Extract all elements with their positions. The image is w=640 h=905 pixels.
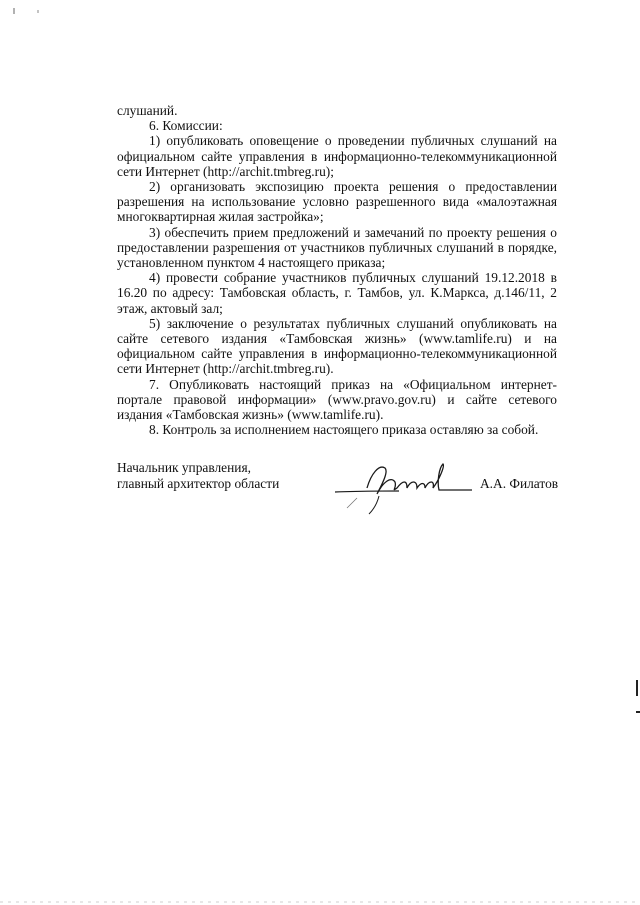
document-body bbox=[117, 103, 557, 437]
paragraph-subitem-2: 2) организовать экспозицию проекта решения о предоставлении разрешения на использование условно разрешенного вида «малоэтажная многоквартирная жилая застройка»; bbox=[117, 179, 557, 225]
signatory-name: А.А. Филатов bbox=[480, 476, 559, 491]
handwritten-signature bbox=[327, 458, 477, 518]
paragraph-continuation: слушаний. bbox=[117, 103, 178, 118]
paragraph-item-7: 7. Опубликовать настоящий приказ на «Официальном интернет-портале правовой информации» (www.pravo.gov.ru) и сайте сетевого издания «Тамбовская жизнь» (www.tamlife.ru). bbox=[117, 376, 557, 423]
paragraph-subitem-4: 4) провести собрание участников публичных слушаний 19.12.2018 в 16.20 по адресу: Тамбовская область, г. Тамбов, ул. К.Маркса, д.146/11, 2 этаж, актовый зал; bbox=[117, 270, 557, 316]
paragraph-subitem-1: 1) опубликовать оповещение о проведении публичных слушаний на официальном сайте управления в информационно-телекоммуникационной сети Интернет (http://archit.tmbreg.ru); bbox=[117, 133, 557, 179]
signatory-position bbox=[117, 460, 279, 491]
signature-block bbox=[117, 460, 567, 530]
signatory-position-line-2: главный архитектор области bbox=[117, 475, 280, 491]
paragraph-item-8: 8. Контроль за исполнением настоящего приказа оставляю за собой. bbox=[149, 422, 539, 438]
signatory-position-line-1: Начальник управления, bbox=[117, 460, 251, 475]
paragraph-subitem-5: 5) заключение о результатах публичных слушаний опубликовать на сайте сетевого издания «Тамбовская жизнь» (www.tamlife.ru) и на официальном сайте управления в информационно-телекоммуникационной сети Интернет (http://archit.tmbreg.ru). bbox=[117, 315, 557, 377]
paragraph-subitem-3: 3) обеспечить прием предложений и замечаний по проекту решения о предоставлении разрешения от участников публичных слушаний в порядке, установленном пунктом 4 настоящего приказа; bbox=[117, 224, 557, 271]
paragraph-item-6: 6. Комиссии: bbox=[149, 118, 223, 134]
